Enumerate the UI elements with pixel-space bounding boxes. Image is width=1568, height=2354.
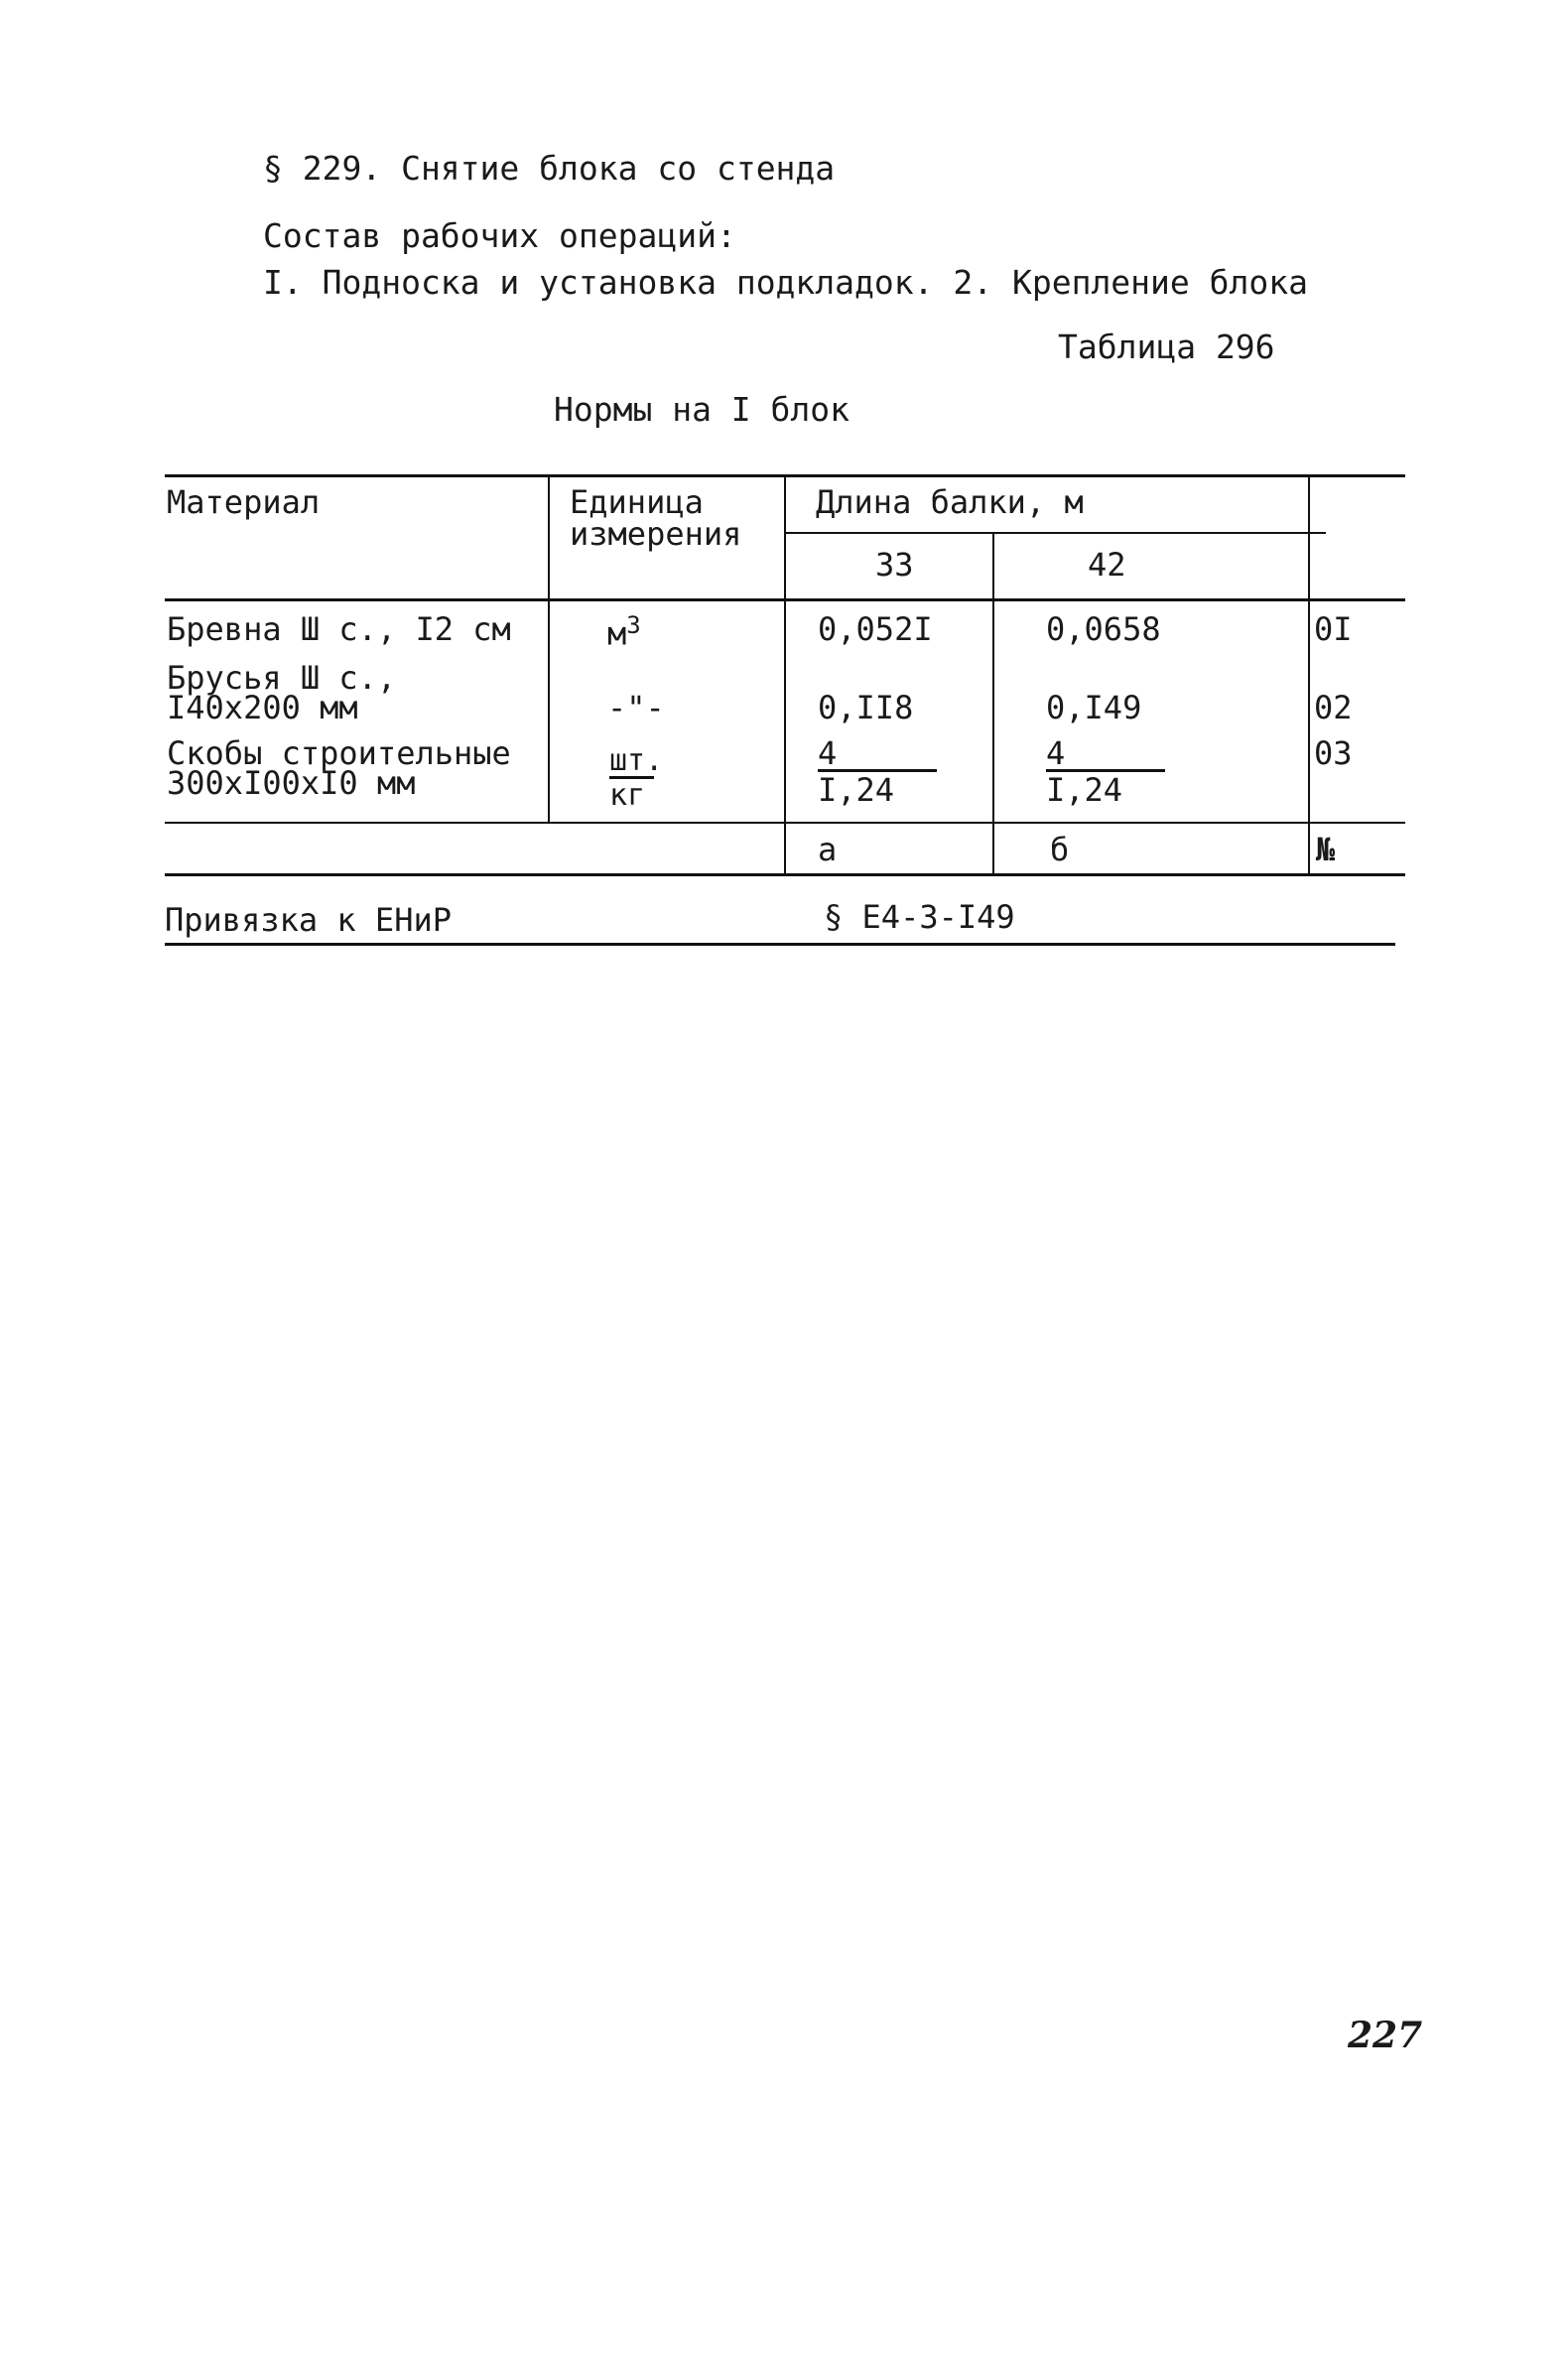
row1-unit — [607, 611, 641, 653]
section-title: § 229. Снятие блока со стенда — [263, 149, 836, 188]
operations-list: I. Подноска и установка подкладок. 2. Крепление блока — [263, 263, 1308, 302]
header-unit-line1: Единица — [570, 483, 704, 521]
footer-bottom-rule — [165, 873, 1405, 876]
header-col-b: 42 — [1088, 546, 1126, 584]
header-unit-line2: измерения — [570, 515, 742, 553]
row1-unit-exponent: 3 — [626, 611, 641, 639]
row2-value-a: 0,II8 — [818, 689, 914, 726]
table-number: Таблица 296 — [1058, 327, 1275, 366]
row1-value-b: 0,0658 — [1046, 610, 1161, 648]
row3-unit-numerator: шт. — [609, 743, 664, 778]
row3-value-b-numerator: 4 — [1046, 734, 1066, 772]
row3-value-a-numerator: 4 — [818, 734, 838, 772]
reference-value: § Е4-3-I49 — [824, 898, 1015, 936]
row3-value-b-fraction — [1046, 734, 1165, 809]
row3-material-line2: 300xI00xI0 мм — [167, 764, 416, 802]
col-divider-unit — [548, 476, 550, 822]
row1-material: Бревна Ш с., I2 см — [167, 610, 511, 648]
row3-unit-denominator: кг — [609, 776, 654, 811]
header-length: Длина балки, м — [816, 483, 1084, 521]
col-divider-code — [1308, 476, 1310, 873]
norms-caption: Нормы на I блок — [554, 390, 850, 429]
row2-material-line2: I40x200 мм — [167, 689, 358, 726]
row2-code: 02 — [1314, 689, 1353, 726]
row2-material-line1: Брусья Ш с., — [167, 659, 397, 697]
footer-col-a: а — [818, 831, 838, 868]
row2-unit: -"- — [607, 689, 665, 726]
row3-code: 03 — [1314, 734, 1353, 772]
col-divider-a — [784, 476, 786, 873]
row3-material-line1: Скобы строительные — [167, 734, 511, 772]
page-number: 227 — [1348, 2015, 1423, 2056]
row3-value-a-denominator: I,24 — [818, 769, 937, 806]
row2-value-b: 0,I49 — [1046, 689, 1142, 726]
row3-unit-fraction — [609, 743, 664, 813]
header-material: Материал — [167, 483, 321, 521]
footer-col-no: № — [1316, 831, 1336, 868]
row1-code: 0I — [1314, 610, 1353, 648]
row3-value-a-fraction — [818, 734, 937, 809]
reference-rule — [165, 943, 1395, 946]
row1-unit-base: м — [607, 614, 627, 653]
row3-value-b-denominator: I,24 — [1046, 769, 1165, 806]
reference-label: Привязка к ЕНиР — [165, 901, 452, 939]
length-subheader-rule — [784, 532, 1326, 534]
row1-value-a: 0,052I — [818, 610, 933, 648]
footer-col-b: б — [1050, 831, 1070, 868]
header-col-a: 33 — [875, 546, 914, 584]
col-divider-b — [992, 534, 994, 873]
operations-title: Состав рабочих операций: — [263, 216, 736, 255]
